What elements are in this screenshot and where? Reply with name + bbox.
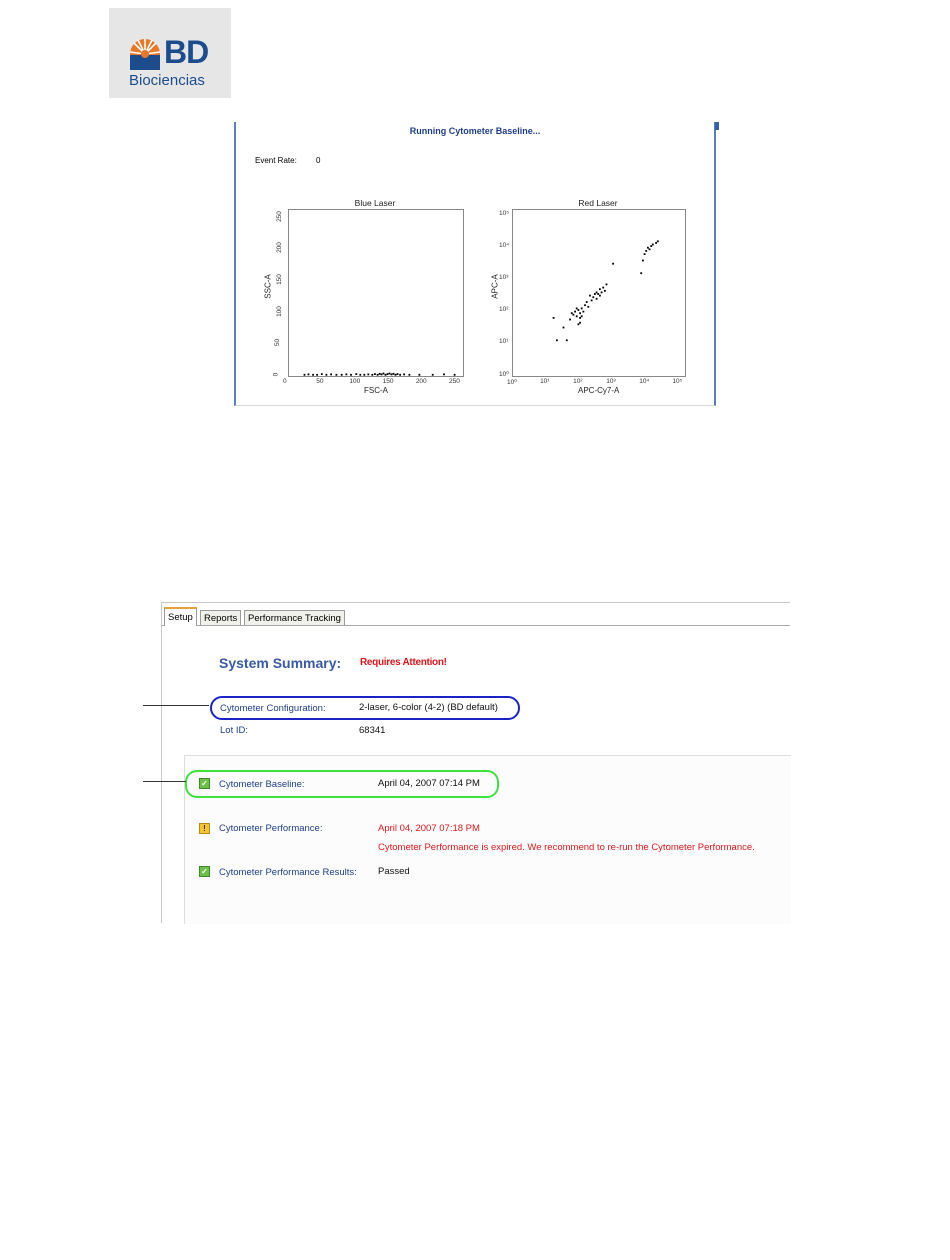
system-summary-status: Requires Attention! (360, 657, 447, 668)
performance-note: Cytometer Performance is expired. We recommend to re-run the Cytometer Performance. (378, 842, 755, 853)
data-point (304, 374, 306, 376)
data-point (576, 315, 578, 317)
y-tick-label: 10⁵ (499, 210, 509, 218)
blue-laser-xlabel: FSC-A (364, 386, 388, 395)
data-point (385, 374, 387, 376)
data-point (371, 374, 373, 376)
data-point (553, 317, 555, 319)
x-tick-label: 0 (283, 378, 287, 385)
red-laser-ylabel: APC-A (490, 274, 500, 299)
data-point (367, 374, 369, 376)
data-point (599, 288, 601, 290)
x-tick-label: 10⁰ (507, 379, 517, 386)
callout-line-config (143, 705, 209, 706)
x-tick-label: 200 (415, 378, 427, 385)
data-point (346, 374, 348, 376)
data-point (571, 312, 573, 314)
blue-laser-ylabel: SSC-A (263, 274, 273, 299)
data-point (647, 247, 649, 249)
data-point (649, 248, 651, 250)
data-point (409, 374, 411, 376)
data-point (574, 311, 576, 313)
tab-setup[interactable]: Setup (164, 607, 197, 626)
data-point (312, 374, 314, 376)
data-point (403, 374, 405, 376)
logo-subtitle: Biociencias (129, 72, 205, 89)
data-point (363, 374, 365, 376)
callout-line-baseline (143, 781, 186, 782)
logo-brand: BD (164, 34, 209, 70)
x-tick-label: 10¹ (540, 378, 550, 385)
baseline-title: Running Cytometer Baseline... (409, 126, 541, 136)
y-tick-label: 50 (274, 339, 282, 347)
data-point (602, 287, 604, 289)
data-point (583, 311, 585, 313)
data-point (336, 374, 338, 376)
x-tick-label: 50 (316, 378, 324, 385)
data-point (644, 253, 646, 255)
red-laser-plot (512, 209, 686, 377)
y-tick-label: 10³ (499, 274, 509, 282)
data-point (606, 284, 608, 286)
event-rate-label: Event Rate: (255, 156, 297, 165)
y-tick-label: 10⁴ (499, 242, 510, 250)
data-point (596, 298, 598, 300)
data-point (393, 373, 395, 375)
performance-warning-icon: ! (199, 823, 210, 834)
tab-performance-tracking[interactable]: Performance Tracking (244, 610, 345, 625)
data-point (326, 374, 328, 376)
data-point (443, 374, 445, 376)
data-point (419, 374, 421, 376)
performance-value: April 04, 2007 07:18 PM (378, 823, 480, 834)
data-point (576, 308, 578, 310)
data-point (573, 314, 575, 316)
data-point (640, 272, 642, 274)
data-point (381, 374, 383, 376)
data-point (379, 373, 381, 375)
tab-reports[interactable]: Reports (200, 610, 241, 625)
data-point (655, 242, 657, 244)
data-point (591, 300, 593, 302)
y-tick-label: 150 (275, 274, 283, 285)
baseline-panel (234, 122, 716, 406)
panel-marker (715, 122, 719, 130)
baseline-check-icon: ✓ (199, 778, 210, 789)
data-point (579, 317, 581, 319)
data-point (563, 327, 565, 329)
data-point (652, 244, 654, 246)
data-point (587, 306, 589, 308)
system-summary-title: System Summary: (219, 655, 342, 671)
data-point (383, 373, 385, 375)
data-point (321, 373, 323, 375)
data-point (341, 374, 343, 376)
x-tick-label: 10⁴ (639, 378, 650, 385)
data-point (592, 296, 594, 298)
data-point (569, 319, 571, 321)
bd-logo (109, 8, 231, 98)
data-point (308, 374, 310, 376)
baseline-value: April 04, 2007 07:14 PM (378, 778, 480, 789)
x-tick-label: 10³ (606, 378, 616, 385)
y-tick-label: 250 (275, 210, 283, 222)
bd-sunburst-icon (129, 38, 161, 70)
event-rate-value: 0 (316, 156, 321, 165)
data-point (594, 293, 596, 295)
results-label: Cytometer Performance Results: (219, 867, 357, 878)
data-point (578, 323, 580, 325)
data-point (432, 374, 434, 376)
data-point (645, 250, 647, 252)
config-label: Cytometer Configuration: (220, 703, 326, 714)
x-tick-label: 10⁵ (672, 378, 683, 385)
config-value: 2-laser, 6-color (4-2) (BD default) (359, 702, 498, 713)
data-point (391, 374, 393, 376)
data-point (601, 292, 603, 294)
red-laser-title: Red Laser (578, 198, 618, 208)
data-point (316, 374, 318, 376)
lot-label: Lot ID: (220, 725, 248, 736)
y-tick-label: 0 (272, 372, 280, 377)
data-point (350, 374, 352, 376)
data-point (454, 374, 456, 376)
performance-label: Cytometer Performance: (219, 823, 323, 834)
data-point (599, 295, 601, 297)
y-tick-label: 10⁰ (499, 371, 509, 378)
data-point (581, 315, 583, 317)
summary-panel (161, 602, 790, 923)
data-point (377, 374, 379, 376)
x-tick-label: 250 (449, 378, 460, 385)
data-point (355, 373, 357, 375)
data-point (397, 373, 399, 375)
results-value: Passed (378, 866, 410, 877)
blue-laser-scatter (289, 210, 463, 376)
data-point (374, 373, 376, 375)
data-point (389, 373, 391, 375)
red-laser-scatter (513, 210, 685, 376)
data-point (650, 245, 652, 247)
data-point (399, 374, 401, 376)
data-point (579, 322, 581, 324)
x-tick-label: 150 (382, 378, 394, 385)
data-point (330, 374, 332, 376)
data-point (642, 260, 644, 262)
data-point (578, 309, 580, 311)
data-point (589, 295, 591, 297)
data-point (556, 339, 558, 341)
data-point (581, 308, 583, 310)
baseline-label: Cytometer Baseline: (219, 779, 305, 790)
data-point (612, 263, 614, 265)
x-tick-label: 100 (349, 378, 361, 385)
data-point (597, 293, 599, 295)
data-point (395, 374, 397, 376)
y-tick-label: 200 (275, 242, 283, 254)
x-tick-label: 10² (573, 378, 583, 385)
red-laser-xlabel: APC-Cy7-A (578, 386, 620, 395)
data-point (359, 374, 361, 376)
results-check-icon: ✓ (199, 866, 210, 877)
data-point (586, 301, 588, 303)
y-tick-label: 100 (275, 305, 283, 317)
lot-value: 68341 (359, 725, 386, 736)
data-point (596, 292, 598, 294)
data-point (604, 290, 606, 292)
blue-laser-title: Blue Laser (354, 198, 396, 208)
data-point (387, 373, 389, 375)
data-point (566, 339, 568, 341)
data-point (657, 240, 659, 242)
y-tick-label: 10² (499, 306, 509, 314)
data-point (579, 312, 581, 314)
blue-laser-plot (288, 209, 464, 377)
y-tick-label: 10¹ (499, 338, 509, 346)
tab-bar (162, 607, 790, 626)
data-point (584, 304, 586, 306)
